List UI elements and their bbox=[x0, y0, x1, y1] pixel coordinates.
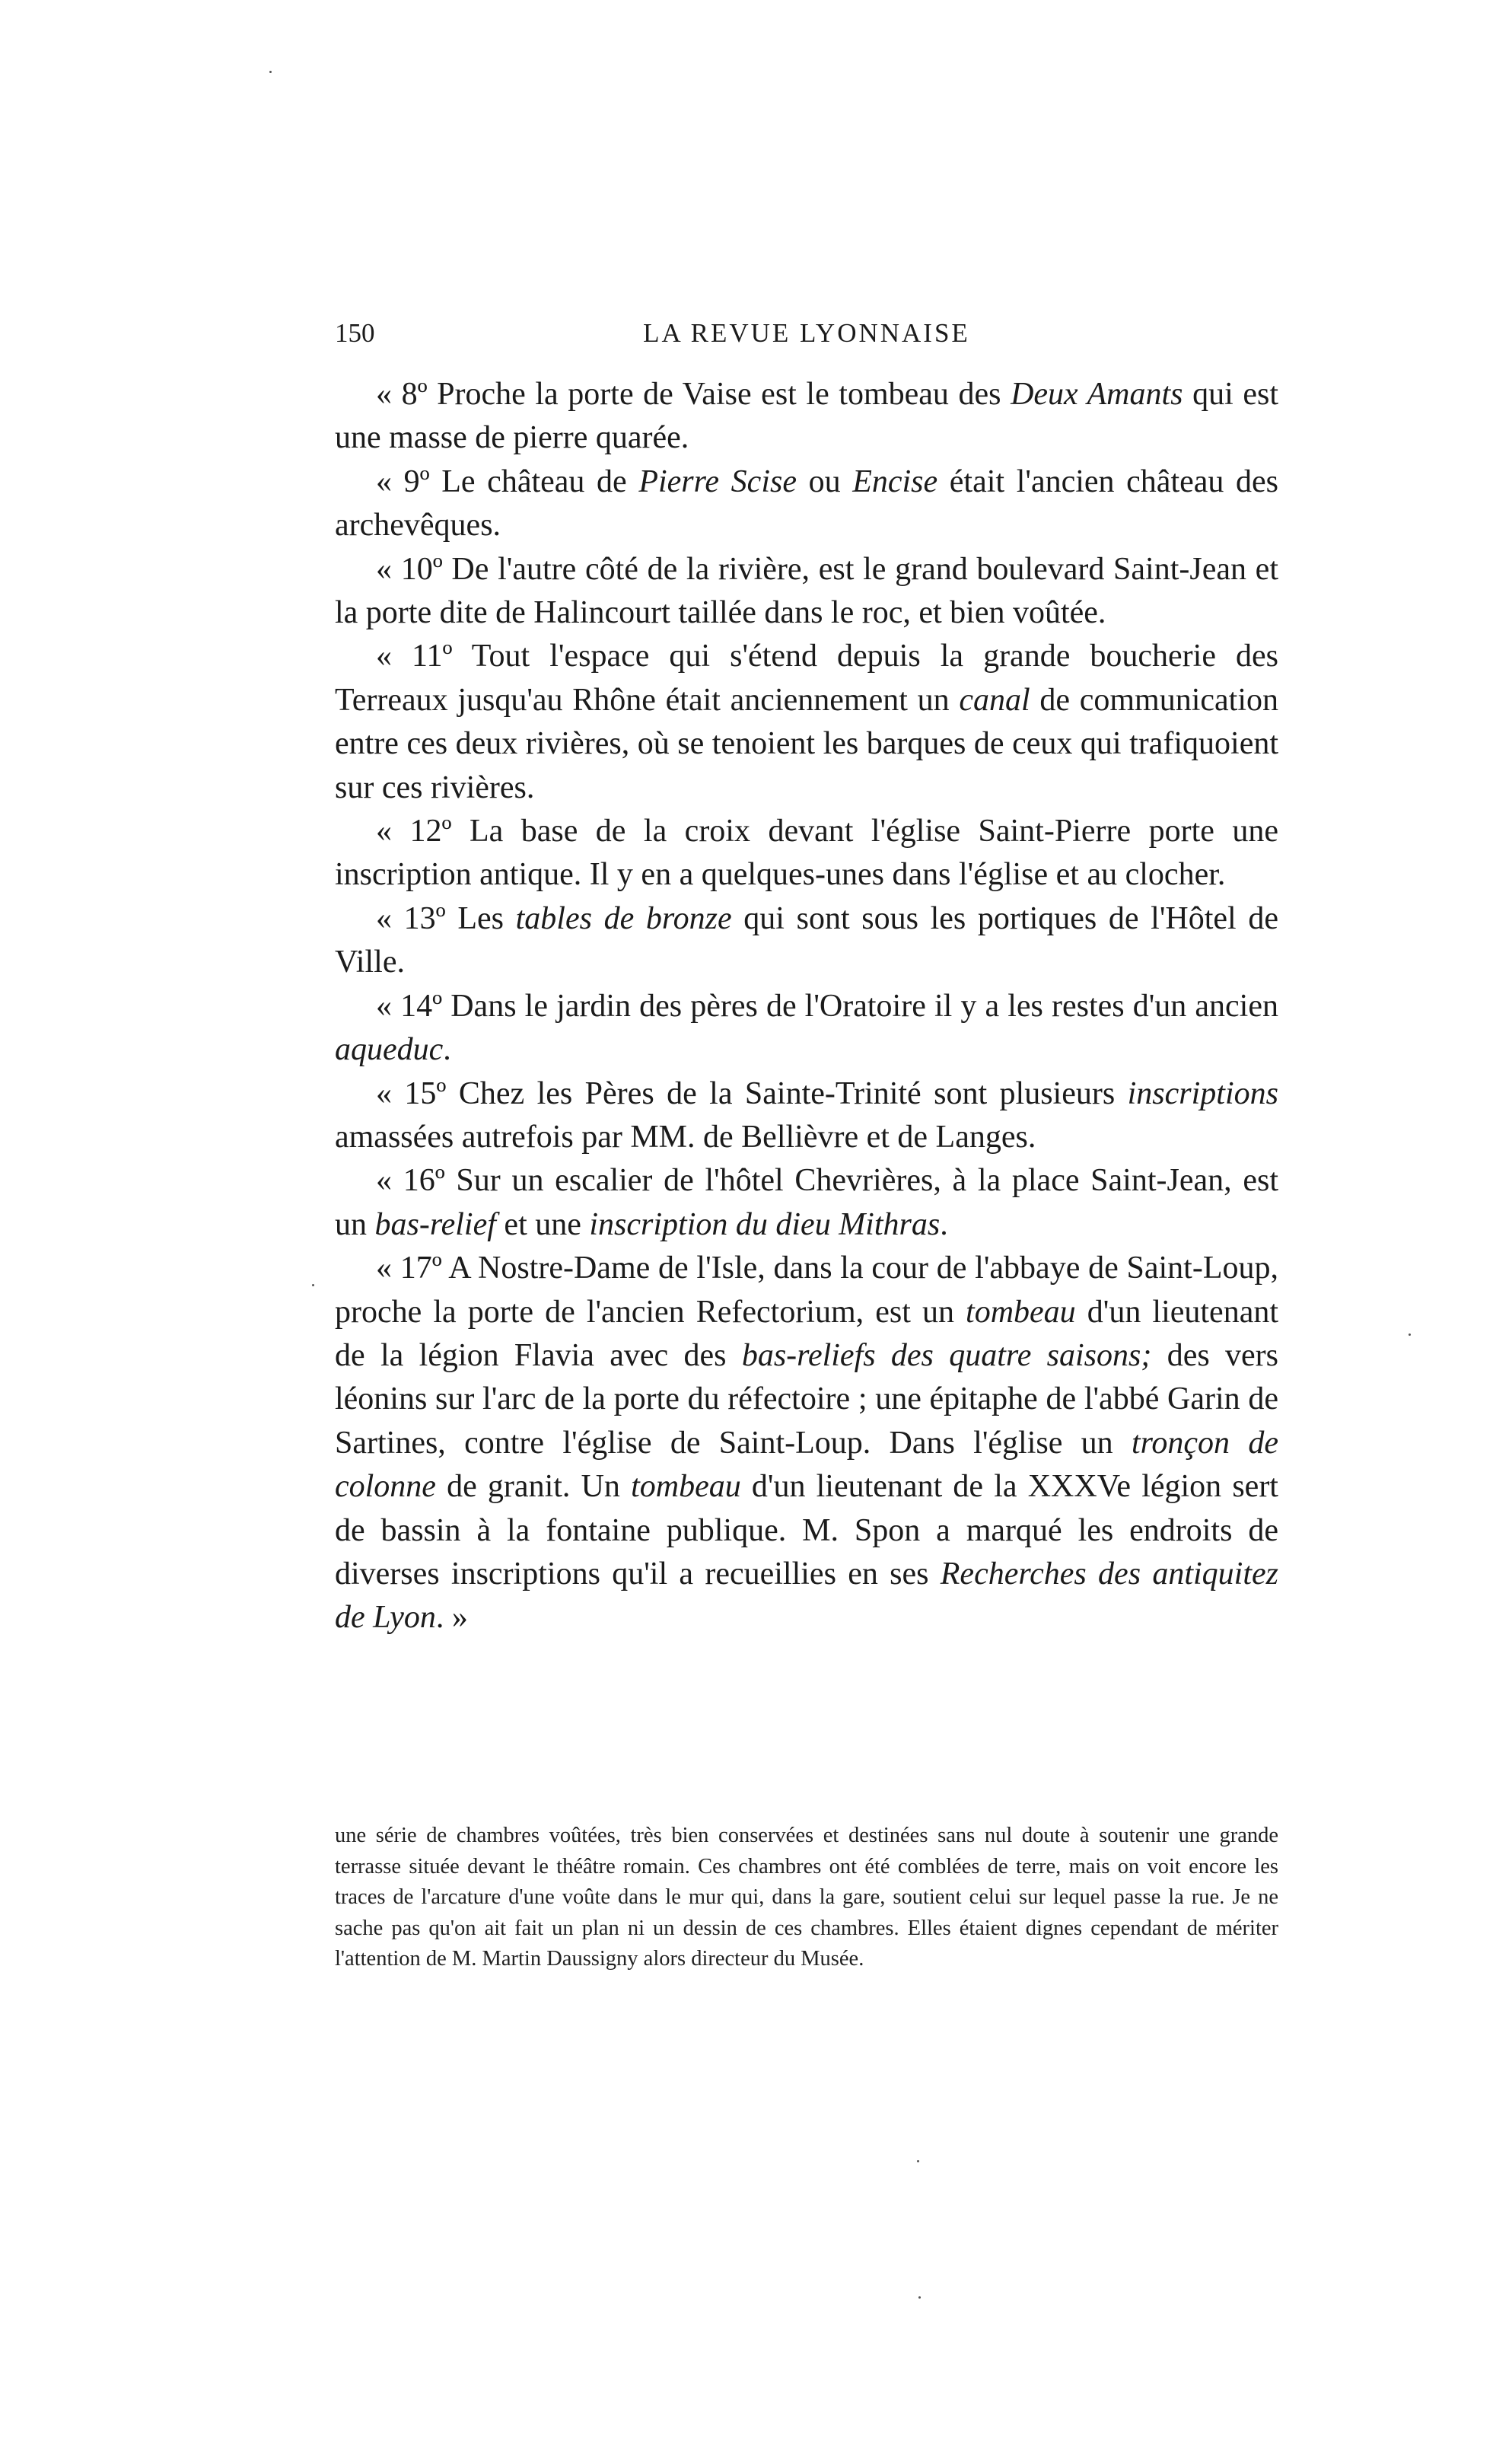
entry-8 bbox=[335, 373, 1278, 460]
entry-italic: Encise bbox=[852, 464, 938, 499]
entry-14 bbox=[335, 985, 1278, 1072]
entry-11 bbox=[335, 635, 1278, 810]
entry-13 bbox=[335, 897, 1278, 985]
footnote-text: une série de chambres voûtées, très bien conservées et destinées sans nul doute à soutenir une grande terrasse située devant le théâtre romain. Ces chambres ont été comblées de terre, mais on voit encore les traces de l'arcature d'une voûte dans le mur qui, dans la gare, soutient celui sur lequel passe la rue. Je ne sache pas qu'on ait fait un plan ni un dessin de ces chambres. Elles étaient dignes cependant de mériter l'attention de M. Martin Daussigny alors directeur du Musée. bbox=[335, 1824, 1278, 1971]
running-title: LA REVUE LYONNAISE bbox=[643, 318, 970, 348]
running-head bbox=[335, 318, 1278, 364]
entry-text: était l'ancien château des archevêques. bbox=[335, 464, 1278, 543]
main-text bbox=[335, 373, 1278, 1640]
entry-17 bbox=[335, 1247, 1278, 1640]
entry-italic: tronçon de colonne bbox=[335, 1425, 1278, 1505]
entry-12 bbox=[335, 810, 1278, 897]
entry-italic: tombeau bbox=[631, 1469, 741, 1505]
entry-text: des vers léonins sur l'arc de la porte du réfectoire ; une épitaphe de l'abbé Garin de Sartines, contre l'église de Saint-Loup. Dans l'église un bbox=[335, 1337, 1278, 1461]
entry-text: ou bbox=[796, 464, 853, 499]
entry-text: « 11º Tout l'espace qui s'étend depuis la grande boucherie des Terreaux jusqu'au Rhône était anciennement un bbox=[335, 639, 1278, 718]
entry-text: amassées autrefois par MM. de Bellièvre et de Langes. bbox=[335, 1119, 1036, 1155]
entry-italic: Recherches des antiquitez de Lyon bbox=[335, 1556, 1278, 1636]
entry-text: « 17º A Nostre-Dame de l'Isle, dans la cour de l'abbaye de Saint-Loup, proche la porte de l'ancien Refectorium, est un bbox=[335, 1251, 1278, 1330]
scan-speck bbox=[1409, 1333, 1411, 1336]
entry-italic: tombeau bbox=[966, 1294, 1076, 1330]
entry-text: « 16º Sur un escalier de l'hôtel Chevrières, à la place Saint-Jean, est un bbox=[335, 1163, 1278, 1242]
footnote bbox=[335, 1821, 1278, 1975]
entry-text: . » bbox=[435, 1600, 468, 1636]
entry-text: de granit. Un bbox=[435, 1469, 632, 1505]
entry-text: de communication entre ces deux rivières, où se tenoient les barques de ceux qui trafiquoient sur ces rivières. bbox=[335, 682, 1278, 805]
entry-10 bbox=[335, 548, 1278, 636]
scan-speck bbox=[312, 1284, 314, 1286]
scan-speck bbox=[918, 2296, 921, 2299]
entry-italic: inscription du dieu Mithras bbox=[589, 1206, 941, 1242]
entry-text: « 13º Les bbox=[376, 900, 516, 936]
entry-text: « 12º La base de la croix devant l'église Saint-Pierre porte une inscription antique. Il y en a quelques-unes dans l'église et au clocher. bbox=[335, 814, 1278, 893]
entry-italic: aqueduc bbox=[335, 1032, 444, 1068]
entry-text: . bbox=[443, 1032, 451, 1068]
entry-italic: canal bbox=[959, 682, 1030, 718]
entry-text: « 15º Chez les Pères de la Sainte-Trinité sont plusieurs bbox=[376, 1075, 1128, 1111]
entry-text: « 8º Proche la porte de Vaise est le tombeau des bbox=[376, 377, 1011, 412]
entry-16 bbox=[335, 1159, 1278, 1247]
entry-italic: tables de bronze bbox=[515, 900, 732, 936]
entry-text: qui sont sous les portiques de l'Hôtel de Ville. bbox=[335, 900, 1278, 980]
entry-italic: bas-reliefs des quatre saisons; bbox=[741, 1337, 1152, 1373]
page-number: 150 bbox=[335, 318, 375, 348]
scan-speck bbox=[917, 2160, 919, 2162]
entry-text: « 14º Dans le jardin des pères de l'Oratoire il y a les restes d'un ancien bbox=[376, 988, 1278, 1024]
scan-speck bbox=[269, 71, 272, 73]
entry-text: « 10º De l'autre côté de la rivière, est le grand boulevard Saint-Jean et la porte dite de Halincourt taillée dans le roc, et bien voûtée. bbox=[335, 551, 1278, 631]
entry-text: et une bbox=[495, 1206, 590, 1242]
entry-text: « 9º Le château de bbox=[376, 464, 639, 499]
entry-italic: inscriptions bbox=[1127, 1075, 1278, 1111]
entry-text: qui est une masse de pierre quarée. bbox=[335, 377, 1279, 456]
entry-italic: bas-relief bbox=[374, 1206, 496, 1242]
entry-italic: Pierre Scise bbox=[638, 464, 797, 499]
entry-text: d'un lieutenant de la XXXVe légion sert de bassin à la fontaine publique. M. Spon a marqué les endroits de diverses inscriptions qu'il a recueillies en ses bbox=[335, 1469, 1278, 1592]
entry-text: d'un lieutenant de la légion Flavia avec des bbox=[335, 1294, 1279, 1373]
entry-9 bbox=[335, 460, 1278, 548]
entry-italic: Deux Amants bbox=[1011, 377, 1183, 412]
entry-15 bbox=[335, 1072, 1278, 1160]
entry-text: . bbox=[940, 1206, 948, 1242]
